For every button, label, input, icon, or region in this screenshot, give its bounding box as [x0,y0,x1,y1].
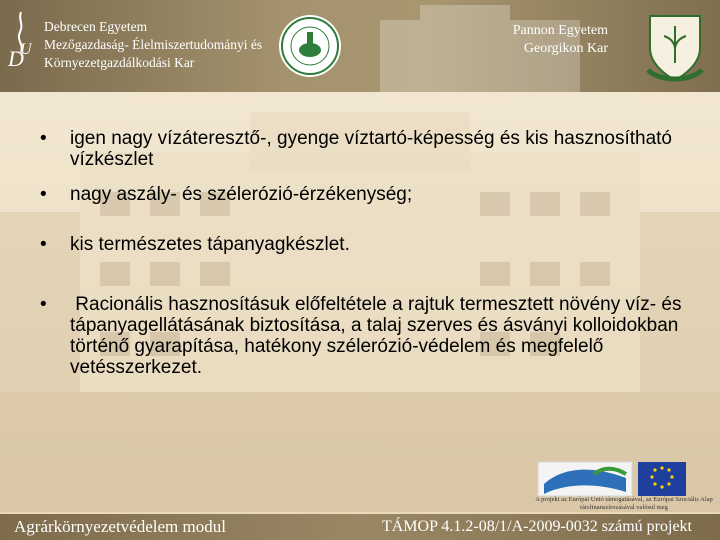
right-org-line2: Georgikon Kar [523,41,608,56]
bullet-symbol: • [40,294,47,315]
university-logo-icon [6,10,36,70]
bullet-symbol: • [40,184,47,205]
left-org-line2: Mezőgazdaság- Élelmiszertudományi és [44,37,263,52]
left-org-line3: Környezetgazdálkodási Kar [44,55,195,70]
funding-caption: A projekt az Európai Unió támogatásával, az Európai Szociális Alap társfinanszírozásával valósul meg [535,496,713,511]
bullet-symbol: • [40,128,47,149]
bullet-text: igen nagy vízáteresztő-, gyenge víztartó-képesség és kis hasznosítható vízkészlet [70,128,672,170]
left-organization [44,18,262,72]
right-organization [512,22,608,58]
header-banner [0,0,720,92]
footer-bar [0,514,720,540]
bullet-text: nagy aszály- és szélerózió-érzékenység; [70,184,413,205]
faculty-seal-icon [278,14,342,78]
svg-text:D: D [8,46,24,70]
svg-text:U: U [20,41,32,58]
module-name: Agrárkörnyezetvédelem modul [14,517,226,536]
left-org-line1: Debrecen Egyetem [44,19,148,34]
bullet-symbol: • [40,234,47,255]
right-org-line1: Pannon Egyetem [512,23,608,38]
project-id: TÁMOP 4.1.2-08/1/A-2009-0032 számú projekt [381,518,692,535]
georgikon-crest-icon [640,8,710,84]
bullet-text: Racionális hasznosításuk előfeltétele a rajtuk termesztett növény víz- és tápanyagellátásának biztosítása, a talaj szerves és ásványi kolloidokban történő gyarapítása, hatékony szélerózió-védelem és megfelelő vetésszerkezet. [70,294,687,378]
bullet-text: kis természetes tápanyagkészlet. [70,234,350,255]
